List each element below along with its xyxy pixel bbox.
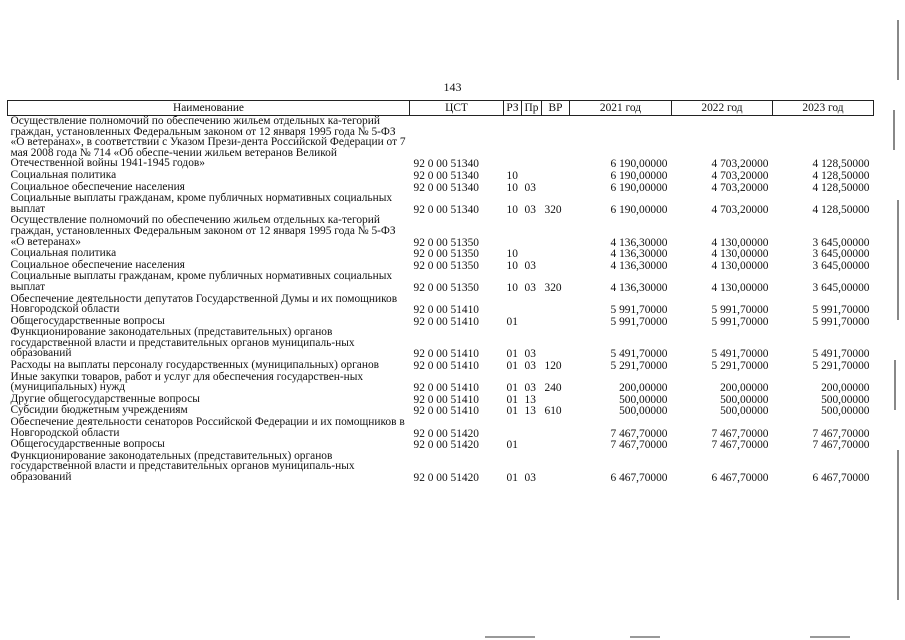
cell-name: Социальное обеспечение населения [10,258,185,271]
cell-cst: 92 0 00 51410 [413,405,479,418]
cell-y2022: 7 467,70000 [711,439,769,452]
cell-pr [522,248,542,260]
cell-rz: 01 [506,393,518,406]
table-row [8,372,874,394]
table-body [8,116,874,484]
cell-y2023: 6 467,70000 [812,472,870,484]
cell-pr: 13 [524,393,536,406]
header-name: Наименование [8,101,410,116]
cell-y2021: 500,00000 [619,393,668,406]
cell-y2023: 5 491,70000 [812,348,870,361]
cell-y2023: 3 645,00000 [812,248,870,261]
cell-vr [542,260,570,272]
cell-y2022: 5 291,70000 [711,360,769,373]
cell-y2021: 6 190,00000 [610,203,668,216]
cell-y2021: 5 991,70000 [610,315,668,328]
cell-y2023: 500,00000 [821,405,870,418]
cell-y2022: 4 130,00000 [711,236,769,249]
cell-vr [542,182,570,194]
table-row [8,215,874,248]
cell-y2021: 6 190,00000 [610,158,668,171]
cell-name: Обеспечение деятельности сенаторов Российской Федерации и их помощников в Новгородской области [10,416,405,439]
header-2022: 2022 год [672,101,773,116]
header-rz: РЗ [504,101,522,116]
cell-vr [542,417,570,439]
cell-vr [542,116,570,170]
cell-y2021: 5 491,70000 [610,348,668,361]
cell-cst: 92 0 00 51410 [413,393,479,406]
cell-name: Социальное обеспечение населения [10,180,185,193]
cell-y2022: 5 991,70000 [711,304,769,317]
cell-pr: 03 [524,203,536,216]
cell-rz: 10 [506,203,518,216]
cell-name: Осуществление полномочий по обеспечению жильем отдельных ка-тегорий граждан, установленных Федеральным законом от 12 января 1995 года № 5-ФЗ «О ветеранах» [10,214,396,248]
cell-vr [542,316,570,328]
cell-name: Социальная политика [10,168,117,181]
cell-y2023: 3 645,00000 [812,259,870,272]
cell-pr [522,170,542,182]
cell-y2022: 500,00000 [720,405,769,418]
cell-y2022: 7 467,70000 [711,427,769,440]
cell-cst: 92 0 00 51410 [413,315,479,328]
cell-y2021: 200,00000 [619,382,668,395]
cell-y2021: 6 190,00000 [610,169,668,182]
cell-rz [504,116,522,170]
cell-y2022: 6 467,70000 [711,472,769,484]
cell-y2022: 5 491,70000 [711,348,769,361]
cell-cst: 92 0 00 51420 [413,439,479,452]
cell-name: Общегосударственные вопросы [10,438,165,451]
cell-cst: 92 0 00 51410 [413,382,479,395]
cell-name: Социальные выплаты гражданам, кроме публичных нормативных социальных выплат [10,270,393,293]
cell-pr: 03 [524,382,536,395]
cell-pr: 03 [524,472,536,484]
cell-y2023: 500,00000 [821,393,870,406]
cell-rz: 01 [506,360,518,373]
cell-name: Другие общегосударственные вопросы [10,392,200,405]
table-header-row [8,101,874,116]
cell-y2023: 200,00000 [821,382,870,395]
cell-y2023: 3 645,00000 [812,281,870,294]
budget-table [7,100,874,484]
cell-vr [542,215,570,248]
cell-pr: 03 [524,360,536,373]
cell-vr: 240 [544,382,562,395]
cell-rz [504,417,522,439]
cell-y2023: 7 467,70000 [812,439,870,452]
cell-y2021: 6 467,70000 [610,472,668,484]
cell-cst: 92 0 00 51340 [413,181,479,194]
cell-y2021: 4 136,30000 [610,248,668,261]
cell-name: Функционирование законодательных (представительных) органов государственной власти и представительных органов муниципаль-ных образований [10,449,355,483]
cell-pr: 03 [524,281,536,294]
cell-y2022: 4 130,00000 [711,281,769,294]
cell-pr [522,116,542,170]
cell-vr: 320 [544,203,562,216]
table-row [8,116,874,170]
cell-y2021: 5 991,70000 [610,304,668,317]
cell-cst: 92 0 00 51420 [413,472,479,484]
cell-y2021: 4 136,30000 [610,281,668,294]
cell-y2023: 7 467,70000 [812,427,870,440]
cell-name: Осуществление полномочий по обеспечению жильем отдельных ка-тегорий граждан, установленных Федеральным законом от 12 января 1995 года № 5-ФЗ «О ветеранах», в соответствии с Указом Прези-дента Российской Федерации от 7 мая 2008 года № 714 «Об обеспе-чении жильем ветеранов Великой Отечественной войны 1941-1945 годов» [10,115,406,170]
cell-y2023: 5 291,70000 [812,360,870,373]
cell-rz: 01 [506,405,518,418]
cell-vr: 120 [544,360,562,373]
cell-cst: 92 0 00 51410 [413,348,479,361]
cell-y2021: 4 136,30000 [610,236,668,249]
cell-name: Функционирование законодательных (представительных) органов государственной власти и представительных органов муниципаль-ных образований [10,326,355,360]
table-row [8,248,874,260]
header-vr: ВР [542,101,570,116]
cell-pr [522,417,542,439]
table-row [8,451,874,484]
cell-vr [542,439,570,451]
table-row [8,360,874,372]
cell-rz [504,215,522,248]
cell-name: Субсидии бюджетным учреждениям [10,404,188,417]
cell-y2022: 4 703,20000 [711,169,769,182]
cell-pr: 03 [524,259,536,272]
cell-cst: 92 0 00 51350 [413,236,479,249]
cell-y2023: 4 128,50000 [812,203,870,216]
scan-smudge [630,636,660,638]
cell-rz: 01 [506,472,518,484]
cell-vr: 320 [544,281,562,294]
cell-y2022: 5 991,70000 [711,315,769,328]
cell-vr [542,394,570,406]
cell-pr [522,294,542,316]
cell-cst: 92 0 00 51350 [413,248,479,261]
cell-rz: 10 [506,248,518,261]
cell-vr: 610 [544,405,562,418]
cell-y2023: 5 991,70000 [812,315,870,328]
cell-cst: 92 0 00 51410 [413,360,479,373]
cell-pr [522,439,542,451]
cell-cst: 92 0 00 51410 [413,304,479,317]
cell-pr [522,316,542,328]
cell-y2021: 4 136,30000 [610,259,668,272]
cell-rz [504,294,522,316]
cell-rz: 01 [506,382,518,395]
cell-pr: 13 [524,405,536,418]
table-row [8,294,874,316]
cell-y2022: 4 703,20000 [711,158,769,171]
table-row [8,193,874,215]
cell-cst: 92 0 00 51350 [413,259,479,272]
cell-y2022: 200,00000 [720,382,769,395]
cell-y2021: 6 190,00000 [610,181,668,194]
cell-y2022: 4 130,00000 [711,248,769,261]
cell-y2023: 3 645,00000 [812,236,870,249]
scan-edge-noise [881,0,905,640]
cell-pr: 03 [524,181,536,194]
cell-rz: 10 [506,259,518,272]
table-row [8,271,874,293]
cell-rz: 10 [506,169,518,182]
cell-rz: 01 [506,315,518,328]
cell-y2023: 5 991,70000 [812,304,870,317]
cell-y2021: 5 291,70000 [610,360,668,373]
header-2023: 2023 год [773,101,874,116]
scan-smudge [485,636,535,638]
cell-y2022: 4 703,20000 [711,181,769,194]
page-number: 143 [443,80,462,94]
cell-y2023: 4 128,50000 [812,169,870,182]
header-cst: ЦСТ [410,101,504,116]
scan-smudge [810,636,850,638]
cell-vr [542,248,570,260]
cell-cst: 92 0 00 51340 [413,158,479,171]
cell-cst: 92 0 00 51420 [413,427,479,440]
cell-pr: 03 [524,348,536,361]
cell-y2023: 4 128,50000 [812,158,870,171]
cell-cst: 92 0 00 51350 [413,281,479,294]
cell-rz: 01 [506,348,518,361]
cell-rz: 01 [506,439,518,452]
cell-name: Социальная политика [10,247,117,260]
cell-y2021: 7 467,70000 [610,439,668,452]
table-row [8,170,874,182]
cell-vr [542,170,570,182]
cell-pr [522,215,542,248]
cell-vr [542,327,570,360]
cell-y2022: 4 703,20000 [711,203,769,216]
cell-cst: 92 0 00 51340 [413,203,479,216]
cell-vr [542,294,570,316]
cell-name: Иные закупки товаров, работ и услуг для обеспечения государствен-ных (муниципальных) нужд [10,370,364,394]
header-2021: 2021 год [570,101,672,116]
cell-rz: 10 [506,181,518,194]
cell-y2022: 500,00000 [720,393,769,406]
table-row [8,417,874,439]
cell-cst: 92 0 00 51340 [413,169,479,182]
cell-name: Общегосударственные вопросы [10,314,165,327]
cell-y2021: 500,00000 [619,405,668,418]
cell-name: Расходы на выплаты персоналу государственных (муниципальных) органов [10,359,380,372]
header-pr: Пр [522,101,542,116]
cell-y2022: 4 130,00000 [711,259,769,272]
table-row [8,327,874,360]
cell-name: Обеспечение деятельности депутатов Государственной Думы и их помощников Новгородской области [10,292,398,316]
cell-name: Социальные выплаты гражданам, кроме публичных нормативных социальных выплат [10,192,393,215]
cell-y2021: 7 467,70000 [610,427,668,440]
cell-vr [542,451,570,484]
cell-y2023: 4 128,50000 [812,181,870,194]
cell-rz: 10 [506,281,518,294]
